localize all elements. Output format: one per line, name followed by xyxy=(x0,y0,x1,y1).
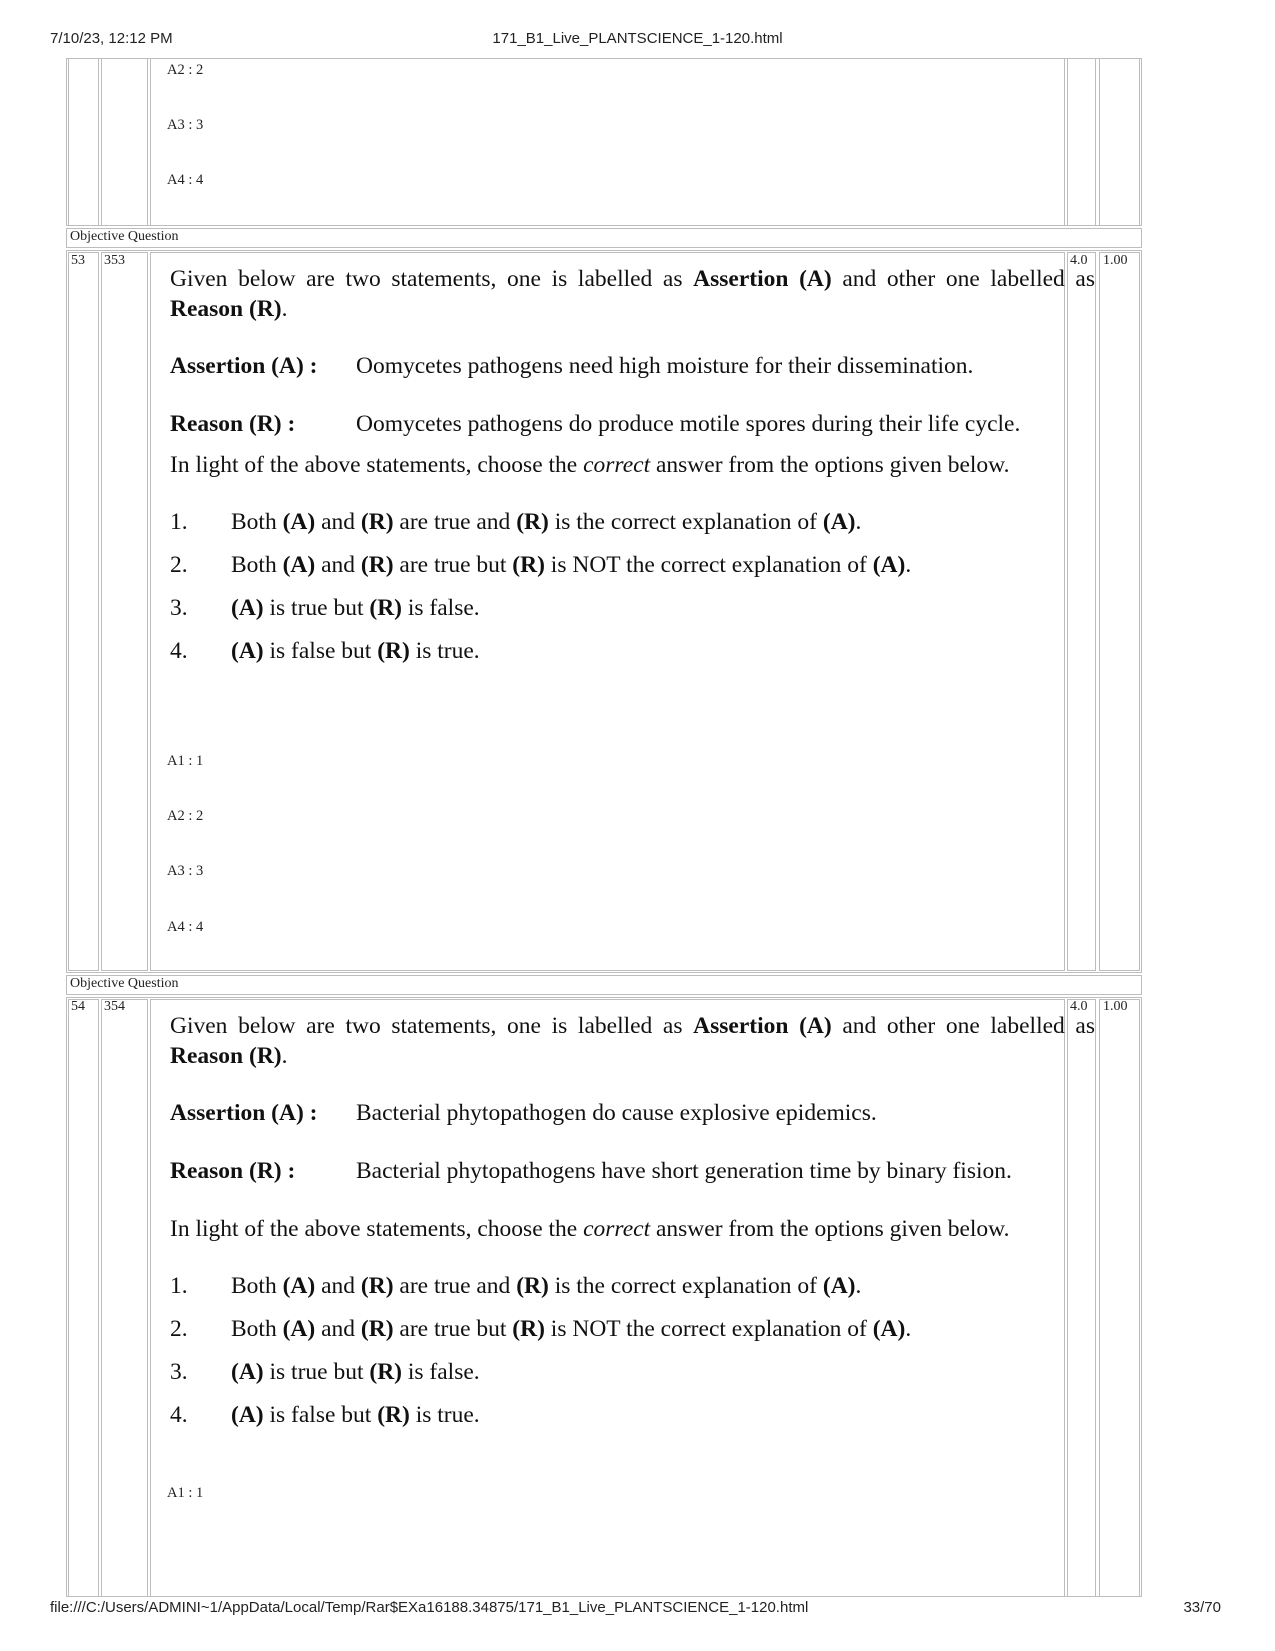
q53-instruction: In light of the above statements, choose the correct answer from the options given below. xyxy=(170,452,1010,478)
q53-assertion xyxy=(170,351,1095,381)
q53-question-id: 353 xyxy=(104,253,125,268)
q54-section-label: Objective Question xyxy=(70,976,179,991)
q53-answer-3: A3 : 3 xyxy=(167,863,204,879)
q53-answer-1: A1 : 1 xyxy=(167,753,204,769)
prev-sno-cell xyxy=(68,58,99,226)
prev-answer-4: A4 : 4 xyxy=(167,172,204,188)
q54-question-body xyxy=(170,1011,1095,1443)
q53-marks: 4.0 xyxy=(1070,253,1088,268)
print-datetime: 7/10/23, 12:12 PM xyxy=(50,30,173,47)
q53-answer-4: A4 : 4 xyxy=(167,919,204,935)
q53-option-2: 2. Both (A) and (R) are true but (R) is NOT the correct explanation of (A). xyxy=(170,552,912,578)
print-title: 171_B1_Live_PLANTSCIENCE_1-120.html xyxy=(492,30,783,47)
file-path: file:///C:/Users/ADMINI~1/AppData/Local/Temp/Rar$EXa16188.34875/171_B1_Live_PLANTSCIENCE_1-120.html xyxy=(50,1599,809,1616)
q54-reason xyxy=(170,1156,1095,1186)
q53-section-bar xyxy=(66,228,1142,248)
q53-option-4: 4. (A) is false but (R) is true. xyxy=(170,638,480,664)
q54-assertion-label: Assertion (A) : xyxy=(170,1100,318,1126)
prev-answer-2: A2 : 2 xyxy=(167,62,204,78)
q53-answer-2: A2 : 2 xyxy=(167,808,204,824)
q53-question-body xyxy=(170,264,1095,679)
q54-question-id: 354 xyxy=(104,999,125,1014)
page-number: 33/70 xyxy=(1183,1599,1221,1616)
q54-option-4: 4. (A) is false but (R) is true. xyxy=(170,1402,480,1428)
q53-reason xyxy=(170,409,1095,439)
q54-negative-marks: 1.00 xyxy=(1103,999,1128,1014)
q54-sno-cell xyxy=(68,999,99,1597)
q54-option-2: 2. Both (A) and (R) are true but (R) is NOT the correct explanation of (A). xyxy=(170,1316,912,1342)
q54-intro: Given below are two statements, one is labelled as Assertion (A) and other one labelled as Reason (R). xyxy=(170,1013,1095,1069)
q53-section-label: Objective Question xyxy=(70,229,179,244)
prev-answer-3: A3 : 3 xyxy=(167,117,204,133)
q53-reason-text: Oomycetes pathogens do produce motile spores during their life cycle. xyxy=(356,411,1021,437)
q54-answer-1: A1 : 1 xyxy=(167,1485,204,1501)
q53-reason-label: Reason (R) : xyxy=(170,411,296,437)
q54-assertion xyxy=(170,1098,1095,1128)
prev-marks-cell xyxy=(1067,58,1096,226)
q53-qid-cell xyxy=(101,252,148,971)
q54-reason-text: Bacterial phytopathogens have short generation time by binary fision. xyxy=(356,1158,1012,1184)
q53-negative-marks: 1.00 xyxy=(1103,253,1128,268)
q53-sno-cell xyxy=(68,252,99,971)
q53-neg-cell xyxy=(1099,252,1140,971)
q53-assertion-text: Oomycetes pathogens need high moisture for their dissemination. xyxy=(356,353,974,379)
q54-section-bar xyxy=(66,975,1142,995)
q54-neg-cell xyxy=(1099,999,1140,1597)
q54-reason-label: Reason (R) : xyxy=(170,1158,296,1184)
q53-serial-number: 53 xyxy=(71,253,85,268)
q54-option-3: 3. (A) is true but (R) is false. xyxy=(170,1359,480,1385)
q54-marks: 4.0 xyxy=(1070,999,1088,1014)
prev-neg-cell xyxy=(1099,58,1140,226)
prev-qid-cell xyxy=(101,58,148,226)
q54-assertion-text: Bacterial phytopathogen do cause explosive epidemics. xyxy=(356,1100,877,1126)
q53-intro: Given below are two statements, one is labelled as Assertion (A) and other one labelled as Reason (R). xyxy=(170,266,1095,322)
print-header xyxy=(0,30,1275,50)
q53-option-1: 1. Both (A) and (R) are true and (R) is the correct explanation of (A). xyxy=(170,509,862,535)
prev-question-cell xyxy=(150,58,1065,226)
q53-assertion-label: Assertion (A) : xyxy=(170,353,318,379)
q54-serial-number: 54 xyxy=(71,999,85,1014)
q54-qid-cell xyxy=(101,999,148,1597)
q53-option-3: 3. (A) is true but (R) is false. xyxy=(170,595,480,621)
q54-option-1: 1. Both (A) and (R) are true and (R) is the correct explanation of (A). xyxy=(170,1273,862,1299)
q54-instruction: In light of the above statements, choose the correct answer from the options given below. xyxy=(170,1216,1010,1242)
print-footer xyxy=(0,1599,1275,1619)
